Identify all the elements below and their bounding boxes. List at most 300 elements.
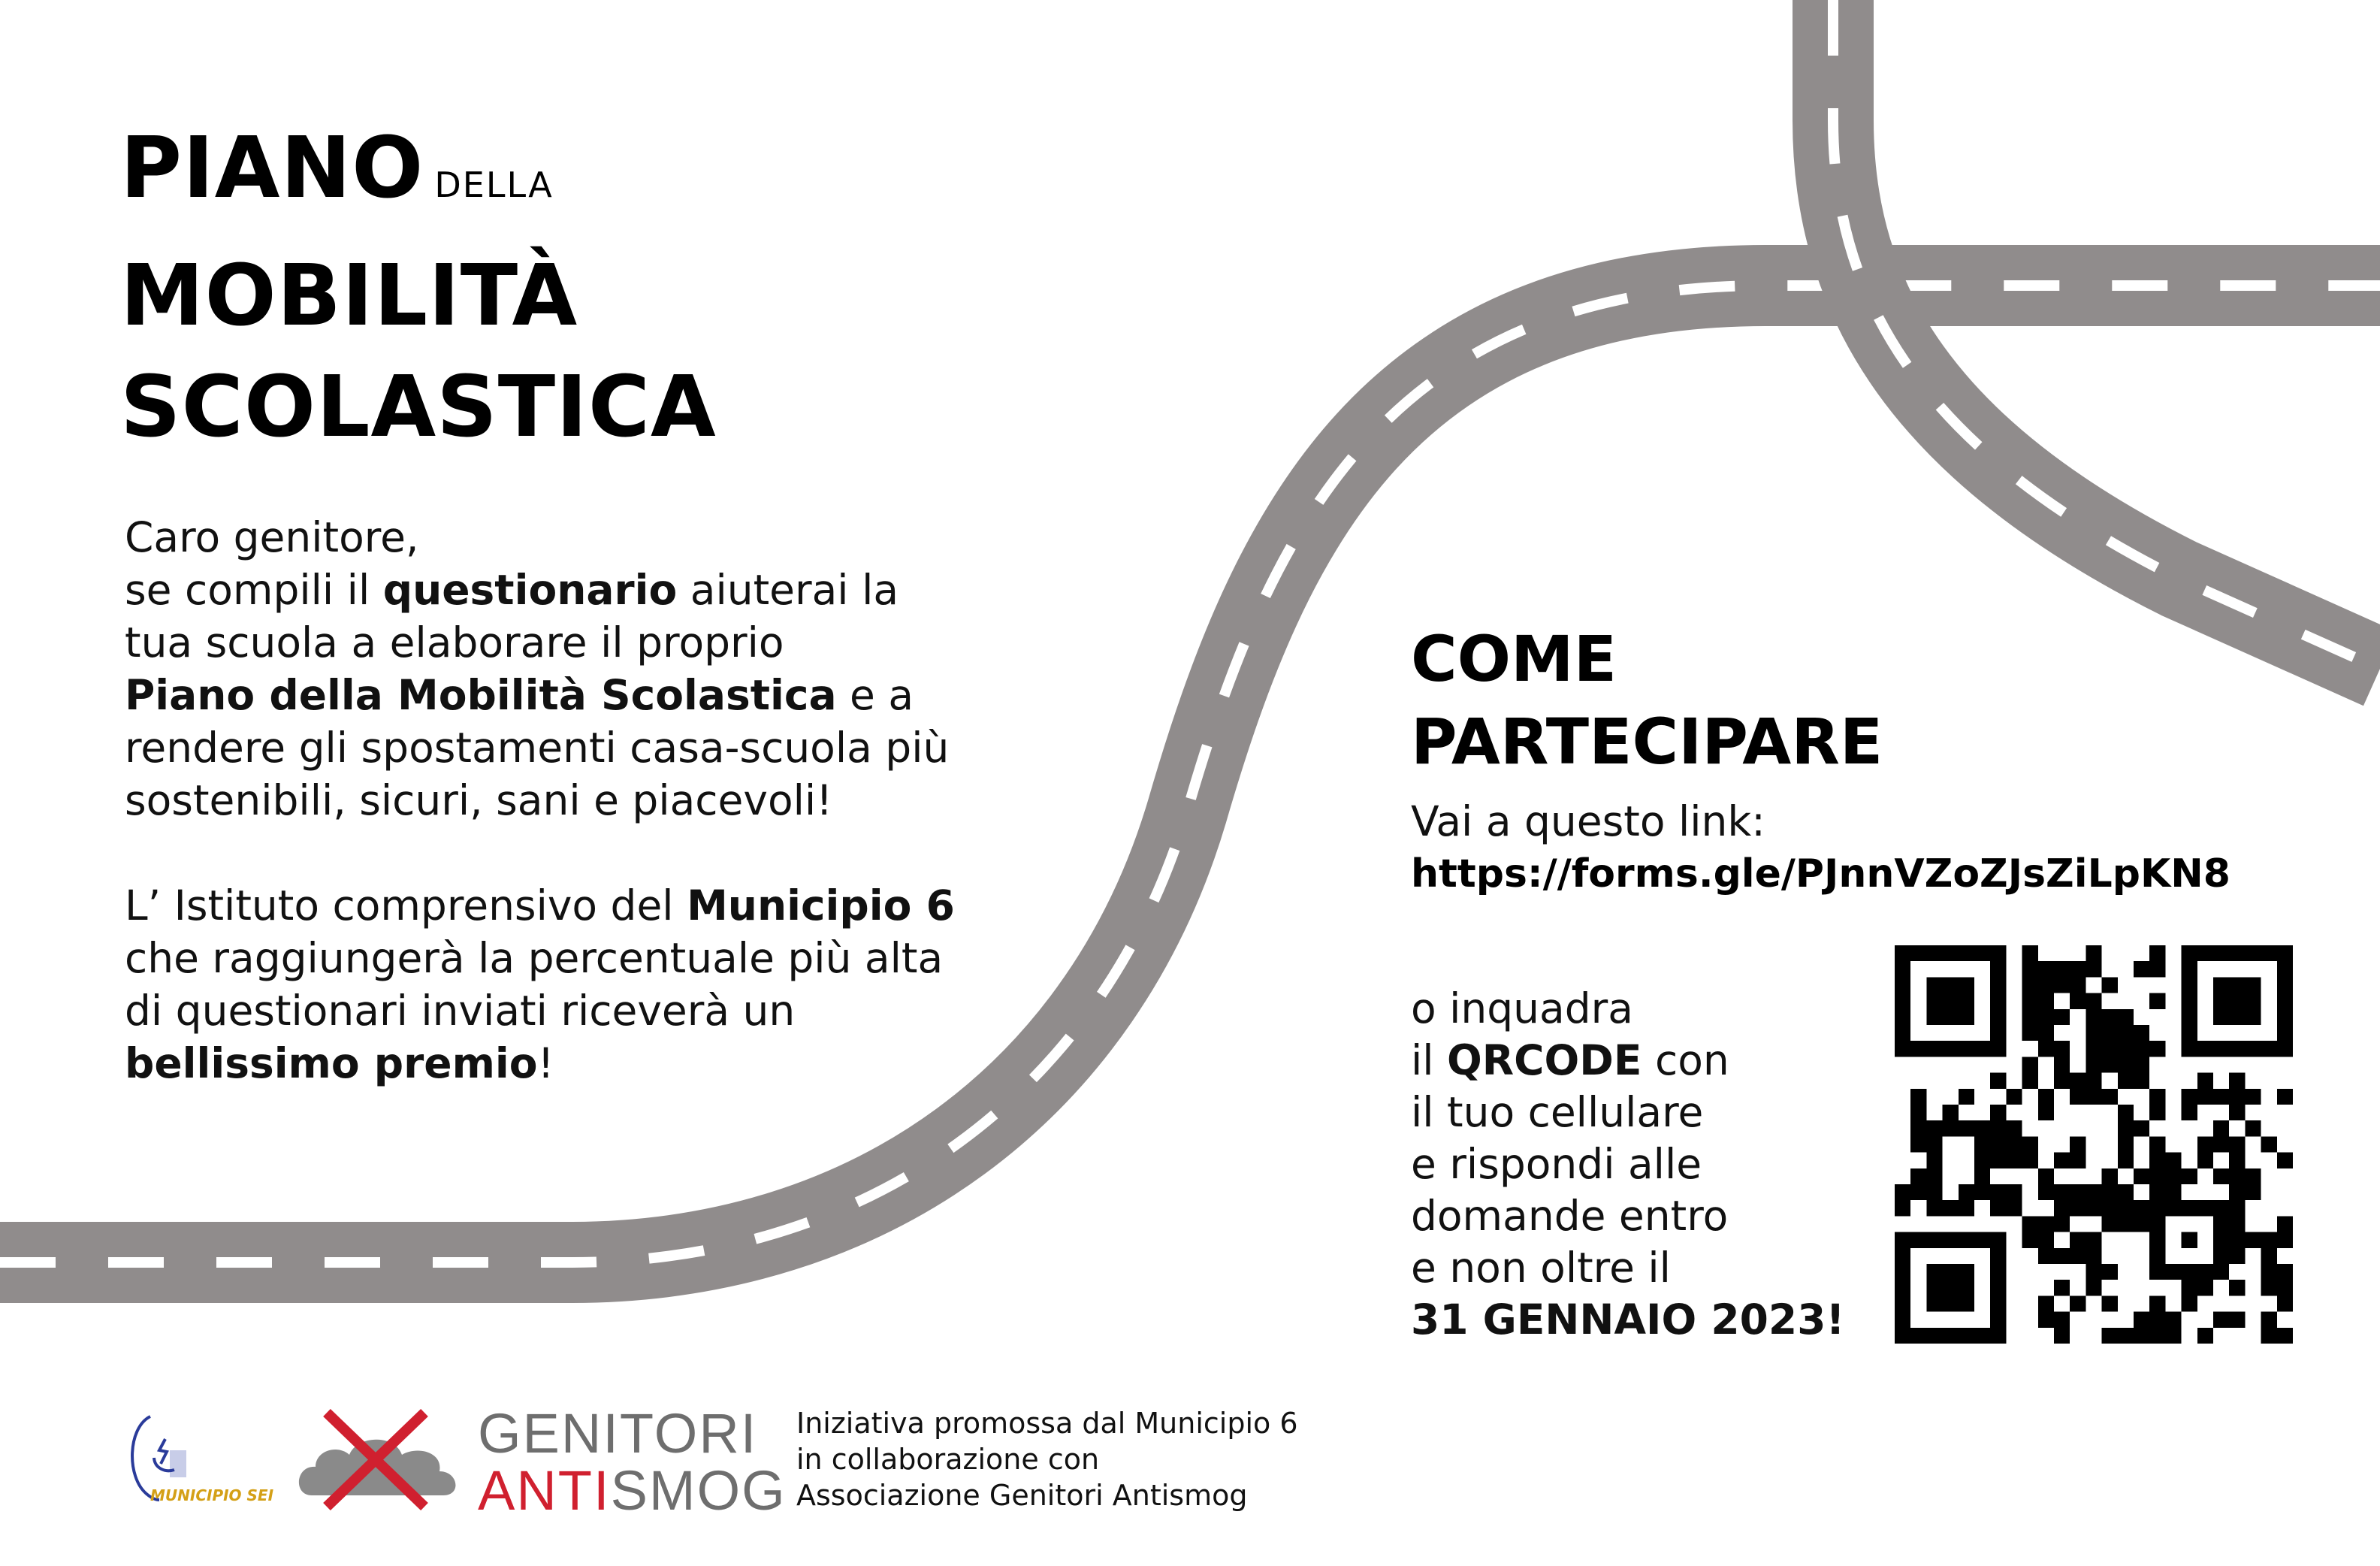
qr-module <box>1990 1025 2006 1041</box>
qr-module <box>2118 1200 2134 1216</box>
qr-module <box>2102 977 2118 993</box>
qr-module <box>1959 977 1974 993</box>
qr-module <box>2038 1295 2054 1311</box>
qr-module <box>2182 1105 2197 1120</box>
qr-module <box>1926 1009 1942 1025</box>
qr-module <box>2038 1184 2054 1200</box>
qr-module <box>2038 1025 2054 1041</box>
qr-module <box>2102 1009 2118 1025</box>
qr-module <box>2054 1216 2070 1232</box>
qr-module <box>2070 961 2086 977</box>
qr-module <box>1926 1200 1942 1216</box>
qr-module <box>1926 1120 1942 1136</box>
link-label: Vai a questo link: <box>1411 797 1765 845</box>
qr-module <box>2213 1232 2229 1248</box>
qr-module <box>2182 1200 2197 1216</box>
qr-module <box>2086 1025 2101 1041</box>
qr-module <box>1990 945 2006 961</box>
qr-module <box>2054 1153 2070 1168</box>
qr-module <box>1943 1232 1959 1248</box>
qr-module <box>1959 1264 1974 1280</box>
qr-module <box>2182 977 2197 993</box>
qr-module <box>2038 1312 2054 1328</box>
qr-module <box>2229 1200 2245 1216</box>
qr-module <box>1959 1200 1974 1216</box>
qr-module <box>2213 993 2229 1009</box>
qr-module <box>2070 1295 2086 1311</box>
qr-module <box>2213 1264 2229 1280</box>
qr-module <box>2086 1184 2101 1200</box>
qr-module <box>2229 1089 2245 1105</box>
qr-module <box>1895 1200 1910 1216</box>
qr-module <box>2149 1136 2165 1152</box>
qr-module <box>2054 1184 2070 1200</box>
qr-module <box>2118 1041 2134 1057</box>
qr-module <box>2277 1009 2293 1025</box>
qr-module <box>1895 945 1910 961</box>
qr-module <box>2022 1025 2038 1041</box>
qr-module <box>1943 1328 1959 1344</box>
qr-module <box>2149 1216 2165 1232</box>
qr-module <box>2134 1057 2149 1072</box>
qr-module <box>2197 1200 2213 1216</box>
qr-module <box>1990 1248 2006 1264</box>
qr-module <box>2022 1057 2038 1072</box>
qr-module <box>2213 1312 2229 1328</box>
qr-module <box>2277 1264 2293 1280</box>
qr-module <box>2006 1089 2022 1105</box>
title-line-2: MOBILITÀ <box>120 247 578 345</box>
qr-module <box>2022 1232 2038 1248</box>
qr-module <box>1959 1041 1974 1057</box>
qr-module <box>2038 1168 2054 1184</box>
qr-module <box>1910 1041 1926 1057</box>
qr-module <box>1895 1184 1910 1200</box>
qr-module <box>2086 1200 2101 1216</box>
qr-module <box>2261 1248 2277 1264</box>
qr-module <box>2086 1073 2101 1089</box>
qr-module <box>2086 1041 2101 1057</box>
qr-module <box>2182 1009 2197 1025</box>
qr-module <box>2102 1295 2118 1311</box>
qr-module <box>2229 1248 2245 1264</box>
qr-module <box>2261 1312 2277 1328</box>
qr-module <box>2182 1025 2197 1041</box>
qr-module <box>2197 1264 2213 1280</box>
qr-module <box>2134 1073 2149 1089</box>
qr-module <box>2261 1264 2277 1280</box>
qr-module <box>2182 1168 2197 1184</box>
qr-module <box>1990 1295 2006 1311</box>
qr-module <box>2038 1041 2054 1057</box>
qr-module <box>2213 977 2229 993</box>
qr-module <box>2182 1041 2197 1057</box>
qr-module <box>2102 1216 2118 1232</box>
qr-module <box>1943 1264 1959 1280</box>
qr-module <box>2245 1041 2261 1057</box>
qr-module <box>1990 1264 2006 1280</box>
qr-module <box>2213 1120 2229 1136</box>
qr-module <box>2038 1216 2054 1232</box>
qr-module <box>1926 1136 1942 1152</box>
qr-module <box>2165 1184 2181 1200</box>
qr-module <box>1895 977 1910 993</box>
qr-module <box>1910 1184 1926 1200</box>
qr-module <box>2054 1248 2070 1264</box>
qr-module <box>2118 1025 2134 1041</box>
qr-module <box>1926 1264 1942 1280</box>
qr-module <box>2277 945 2293 961</box>
qr-module <box>2229 1153 2245 1168</box>
qr-module <box>2022 1216 2038 1232</box>
qr-module <box>2229 1216 2245 1232</box>
qr-module <box>1990 1009 2006 1025</box>
qr-module <box>2229 1232 2245 1248</box>
qr-module <box>1926 945 1942 961</box>
qr-module <box>1974 1120 1990 1136</box>
qr-module <box>2197 1153 2213 1168</box>
qr-module <box>2229 1312 2245 1328</box>
qr-module <box>2102 1328 2118 1344</box>
qr-module <box>2245 993 2261 1009</box>
footer-note: Iniziativa promossa dal Municipio 6 in collaborazione con Associazione Genitori Antismog <box>796 1407 1298 1512</box>
qr-module <box>2038 961 2054 977</box>
qr-module <box>2038 977 2054 993</box>
qr-module <box>2086 961 2101 977</box>
qr-module <box>1990 1041 2006 1057</box>
qr-module <box>2054 1009 2070 1025</box>
qr-module <box>2022 1136 2038 1152</box>
qr-module <box>2197 1328 2213 1344</box>
qr-module <box>1895 993 1910 1009</box>
qr-module <box>2134 1025 2149 1041</box>
qr-module <box>2054 1073 2070 1089</box>
qr-module <box>2165 1200 2181 1216</box>
qr-module <box>2182 945 2197 961</box>
qr-module <box>2102 1200 2118 1216</box>
qr-module <box>2245 1168 2261 1184</box>
qr-module <box>2261 945 2277 961</box>
qr-module <box>2070 1153 2086 1168</box>
qr-module <box>1943 945 1959 961</box>
qr-module <box>2070 1232 2086 1248</box>
qr-module <box>2182 1232 2197 1248</box>
qr-module <box>2149 1153 2165 1168</box>
qr-module <box>2149 993 2165 1009</box>
qr-module <box>2006 1200 2022 1216</box>
qr-module <box>2070 993 2086 1009</box>
qr-module <box>2149 1200 2165 1216</box>
qr-module <box>1895 1264 1910 1280</box>
qr-module <box>2245 1089 2261 1105</box>
qr-module <box>2118 1073 2134 1089</box>
qr-module <box>1990 1105 2006 1120</box>
qr-module <box>2134 1041 2149 1057</box>
keyword-municipio: Municipio 6 <box>687 881 955 930</box>
qr-module <box>2213 1248 2229 1264</box>
qr-module <box>2213 1089 2229 1105</box>
qr-module <box>1959 1295 1974 1311</box>
title-line-3: SCOLASTICA <box>120 358 717 456</box>
qr-module <box>2277 1328 2293 1344</box>
qr-module <box>2054 977 2070 993</box>
qr-module <box>2149 1232 2165 1248</box>
road-cross <box>1833 0 2380 669</box>
qr-module <box>1895 961 1910 977</box>
qr-module <box>1959 945 1974 961</box>
qr-module <box>2006 1184 2022 1200</box>
qr-module <box>2134 1216 2149 1232</box>
qr-module <box>2165 1168 2181 1184</box>
qr-module <box>2149 1328 2165 1344</box>
qr-module <box>2022 977 2038 993</box>
qr-module <box>2245 977 2261 993</box>
qr-module <box>1926 1328 1942 1344</box>
qr-module <box>2102 1089 2118 1105</box>
qr-module <box>1943 993 1959 1009</box>
qr-module <box>2134 1168 2149 1184</box>
qr-module <box>1990 1184 2006 1200</box>
qr-module <box>2261 1232 2277 1248</box>
qr-module <box>2070 1073 2086 1089</box>
qr-module <box>2118 1328 2134 1344</box>
qr-module <box>2054 1280 2070 1295</box>
qr-module <box>1910 1105 1926 1120</box>
qr-module <box>1974 1136 1990 1152</box>
qr-module <box>1974 1168 1990 1184</box>
qr-module <box>2229 1073 2245 1089</box>
qr-module <box>2038 993 2054 1009</box>
qr-module <box>2197 1136 2213 1152</box>
qr-module <box>2245 1184 2261 1200</box>
qr-module <box>1895 1009 1910 1025</box>
qr-module <box>2277 1232 2293 1248</box>
qr-module <box>2070 1200 2086 1216</box>
qr-module <box>2245 1232 2261 1248</box>
qr-module <box>1910 1232 1926 1248</box>
qr-module <box>2038 1232 2054 1248</box>
qr-module <box>2022 945 2038 961</box>
qr-module <box>2118 1136 2134 1152</box>
qr-module <box>2213 1009 2229 1025</box>
qr-module <box>2118 1153 2134 1168</box>
qr-module <box>1910 1120 1926 1136</box>
qr-module <box>2102 1168 2118 1184</box>
qr-module <box>2038 1089 2054 1105</box>
qr-module <box>1959 1009 1974 1025</box>
qr-module <box>2165 1153 2181 1168</box>
qr-module <box>1959 1232 1974 1248</box>
qr-module <box>2245 1120 2261 1136</box>
qr-module <box>2197 1280 2213 1295</box>
qr-module <box>1959 1280 1974 1295</box>
qr-module <box>2102 1184 2118 1200</box>
qr-module <box>1926 1153 1942 1168</box>
qr-module <box>1926 993 1942 1009</box>
qr-module <box>1895 1041 1910 1057</box>
qr-module <box>2149 1184 2165 1200</box>
qr-module <box>2102 1264 2118 1280</box>
qr-module <box>2277 977 2293 993</box>
qr-module <box>2086 1232 2101 1248</box>
qr-module <box>1990 1232 2006 1248</box>
qr-module <box>2182 1280 2197 1295</box>
qr-module <box>2229 1009 2245 1025</box>
qr-module <box>2229 945 2245 961</box>
qr-module <box>2277 1041 2293 1057</box>
qr-module <box>1910 1089 1926 1105</box>
qr-module <box>2038 1105 2054 1120</box>
title-small-della: DELLA <box>434 165 554 205</box>
qr-module <box>2086 1264 2101 1280</box>
qr-module <box>2261 1041 2277 1057</box>
qr-module <box>1990 1312 2006 1328</box>
municipio-sei-caption: MUNICIPIO SEI <box>150 1486 274 1504</box>
qr-module <box>2070 1248 2086 1264</box>
qr-module <box>2006 1120 2022 1136</box>
keyword-questionario: questionario <box>382 566 678 614</box>
qr-module <box>1959 1184 1974 1200</box>
qr-module <box>2229 1136 2245 1152</box>
qr-module <box>2102 1041 2118 1057</box>
qr-module <box>2070 1089 2086 1105</box>
qr-module <box>2118 1057 2134 1072</box>
qr-module <box>2277 1025 2293 1041</box>
qr-module <box>2054 1041 2070 1057</box>
qr-module <box>2118 1105 2134 1120</box>
survey-link[interactable]: https://forms.gle/PJnnVZoZJsZiLpKN8 <box>1411 851 2230 896</box>
qr-module <box>1974 1153 1990 1168</box>
qr-module <box>1959 1089 1974 1105</box>
qr-module <box>2165 1328 2181 1344</box>
qr-module <box>2165 1312 2181 1328</box>
intro-text <box>125 511 1026 1142</box>
qr-module <box>2149 961 2165 977</box>
qr-module <box>2086 1009 2101 1025</box>
qr-module <box>2054 1328 2070 1344</box>
qr-module <box>2213 1200 2229 1216</box>
qr-module <box>2229 1041 2245 1057</box>
qr-module <box>1943 1280 1959 1295</box>
qr-module <box>2182 1295 2197 1311</box>
qr-module <box>2261 1328 2277 1344</box>
qr-module <box>2213 1041 2229 1057</box>
qr-module <box>2149 1105 2165 1120</box>
qr-module <box>1990 1136 2006 1152</box>
qr-module <box>1926 1184 1942 1200</box>
qr-module <box>1926 1295 1942 1311</box>
qr-module <box>2102 1025 2118 1041</box>
qr-module <box>2277 1089 2293 1105</box>
qr-module <box>2022 1009 2038 1025</box>
qr-module <box>2006 1136 2022 1152</box>
qr-module <box>2038 1248 2054 1264</box>
qr-module <box>1926 1168 1942 1184</box>
qr-module <box>2197 1089 2213 1105</box>
qr-module <box>2118 1009 2134 1025</box>
qr-module <box>2213 1216 2229 1232</box>
qr-module <box>1943 1200 1959 1216</box>
qr-module <box>2277 1295 2293 1311</box>
qr-module <box>2086 1089 2101 1105</box>
qr-module <box>2149 1312 2165 1328</box>
qr-module <box>2213 1168 2229 1184</box>
qr-module <box>1910 1136 1926 1152</box>
qr-module <box>1926 1280 1942 1295</box>
qr-module <box>1990 1153 2006 1168</box>
qr-module <box>2022 993 2038 1009</box>
poster-title <box>120 113 717 463</box>
qr-module <box>2229 993 2245 1009</box>
qr-module <box>1895 1312 1910 1328</box>
qr-module <box>2102 1057 2118 1072</box>
intro-paragraph-1: Caro genitore, se compili il questionario aiuterai la tua scuola a elaborare il proprio Piano della Mobilità Scolastica e a rendere gli spostamenti casa-scuola più sostenibili, sicuri, sani e piacevoli! <box>125 513 950 824</box>
qr-module <box>1974 1041 1990 1057</box>
qr-code[interactable] <box>1895 945 2293 1344</box>
qr-module <box>2277 993 2293 1009</box>
qr-module <box>1990 993 2006 1009</box>
qr-module <box>2022 1073 2038 1089</box>
qr-module <box>2182 1089 2197 1105</box>
qr-module <box>1943 1120 1959 1136</box>
qr-module <box>2229 1168 2245 1184</box>
qr-instructions: o inquadra il QRCODE con il tuo cellulare e rispondi alle domande entro e non oltre il 31 GENNAIO 2023! <box>1411 984 1845 1344</box>
qr-module <box>2070 1184 2086 1200</box>
qr-module <box>2277 1280 2293 1295</box>
qr-module <box>2165 1264 2181 1280</box>
qr-module <box>1943 977 1959 993</box>
qr-module <box>2006 1153 2022 1168</box>
qr-module <box>2038 1009 2054 1025</box>
qr-module <box>2229 1184 2245 1200</box>
title-line-1: PIANO DELLA <box>120 119 554 217</box>
deadline: 31 GENNAIO 2023! <box>1411 1295 1845 1344</box>
qr-module <box>2118 1120 2134 1136</box>
qr-module <box>2022 961 2038 977</box>
qr-module <box>1895 1025 1910 1041</box>
qr-module <box>2054 1312 2070 1328</box>
qr-module <box>1895 1328 1910 1344</box>
qr-module <box>2134 1200 2149 1216</box>
qr-module <box>1990 1328 2006 1344</box>
qr-module <box>2134 1120 2149 1136</box>
qr-module <box>2149 1041 2165 1057</box>
qr-module <box>1959 1328 1974 1344</box>
qr-module <box>2070 977 2086 993</box>
qr-module <box>1974 1232 1990 1248</box>
genitori-antismog-logo <box>297 1405 470 1510</box>
qr-module <box>2245 945 2261 961</box>
qr-module <box>1943 1295 1959 1311</box>
qr-module <box>1974 1328 1990 1344</box>
qr-module <box>2197 945 2213 961</box>
qr-module <box>2054 1057 2070 1072</box>
qr-module <box>2086 993 2101 1009</box>
qr-module <box>2118 1216 2134 1232</box>
qr-module <box>2182 961 2197 977</box>
qr-module <box>1974 945 1990 961</box>
keyword-premio: bellissimo premio <box>125 1039 538 1087</box>
qr-module <box>2197 1041 2213 1057</box>
qr-module <box>1959 1120 1974 1136</box>
qr-module <box>1895 1280 1910 1295</box>
qr-module <box>2245 1009 2261 1025</box>
qr-module <box>1990 1200 2006 1216</box>
qr-module <box>1990 1120 2006 1136</box>
keyword-piano: Piano della Mobilità Scolastica <box>125 671 837 719</box>
qr-module <box>2149 945 2165 961</box>
qr-module <box>1943 1009 1959 1025</box>
